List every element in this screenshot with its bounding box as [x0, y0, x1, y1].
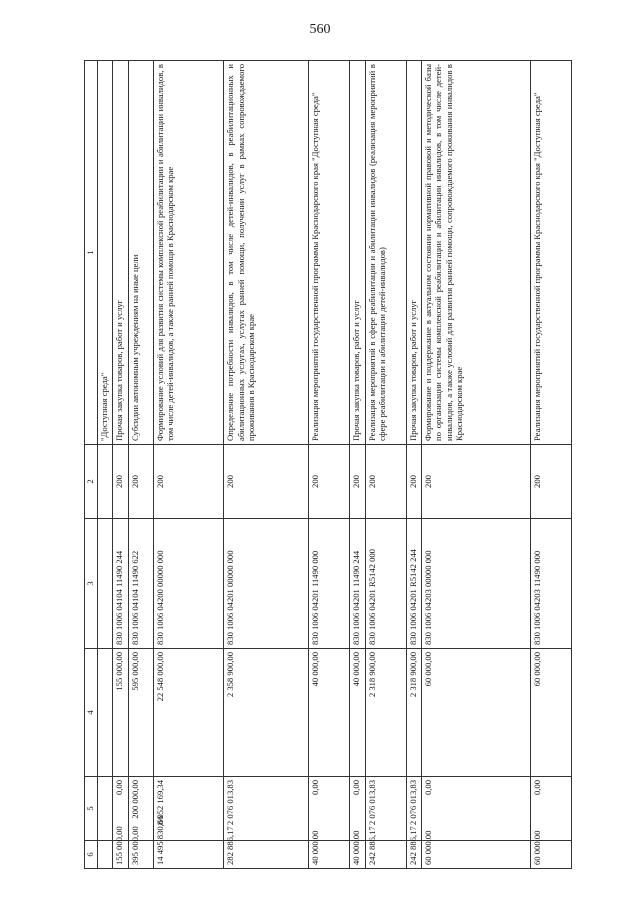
column-number-1: 1	[85, 61, 98, 445]
budget-code-cell: 830 1006 04201 R5142 000	[365, 519, 406, 649]
value-col4: 155 000,00	[113, 649, 128, 777]
value-col5: 0,00	[350, 777, 365, 841]
budget-code-cell: 830 1006 04203 00000 000	[421, 519, 530, 649]
value-col5: 200 000,00	[128, 777, 153, 841]
value-col4: 2 318 900,00	[365, 649, 406, 777]
admin-code-cell: 200	[153, 445, 223, 519]
table-row	[309, 61, 350, 869]
row-name-cell: Прочая закупка товаров, работ и услуг	[113, 61, 128, 445]
budget-code-cell: 830 1006 04104 11490 622	[128, 519, 153, 649]
value-col4: 2 318 900,00	[406, 649, 421, 777]
row-name-cell: Определение потребности инвалидов, в том числе детей-инвалидов, в реабилитационных и абилитационных услугах, услугах ранней помощи, получении услуг в рамках сопровождаемого проживания в Краснодарском крае	[224, 61, 309, 445]
table-row	[421, 61, 530, 869]
value-col6	[98, 841, 113, 869]
value-col6: 60 000,00	[421, 841, 530, 869]
value-col5: 2 076 013,83	[406, 777, 421, 841]
column-number-6: 6	[85, 841, 98, 869]
budget-code-cell: 830 1006 04104 11490 244	[113, 519, 128, 649]
value-col4	[98, 649, 113, 777]
table-row	[113, 61, 128, 869]
table-row	[406, 61, 421, 869]
admin-code-cell: 200	[350, 445, 365, 519]
budget-code-cell: 830 1006 04200 00000 000	[153, 519, 223, 649]
table-row	[153, 61, 223, 869]
row-name-cell: Прочая закупка товаров, работ и услуг	[406, 61, 421, 445]
table-row	[128, 61, 153, 869]
column-number-3: 3	[85, 519, 98, 649]
row-name-cell: Субсидии автономным учреждениям на иные цели	[128, 61, 153, 445]
budget-code-cell: 830 1006 04201 11490 244	[350, 519, 365, 649]
value-col5: 2 076 013,83	[224, 777, 309, 841]
budget-code-cell: 830 1006 04201 11490 000	[309, 519, 350, 649]
value-col6: 395 000,00	[128, 841, 153, 869]
budget-code-cell: 830 1006 04201 R5142 244	[406, 519, 421, 649]
value-col5: 8 052 169,34	[153, 777, 223, 841]
value-col4: 60 000,00	[530, 649, 571, 777]
value-col5: 0,00	[530, 777, 571, 841]
value-col6: 40 000,00	[309, 841, 350, 869]
value-col4: 22 548 000,00	[153, 649, 223, 777]
value-col5	[98, 777, 113, 841]
table-row	[98, 61, 113, 869]
row-name-cell: Формирование и поддержание в актуальном состоянии нормативной правовой и методической базы по организации системы комплексной реабилитации и абилитации инвалидов, в том числе детей-инвалидов, а также условий для развития ранней помощи, сопровождаемого проживания инвалидов в Краснодарском крае	[421, 61, 530, 445]
admin-code-cell: 200	[309, 445, 350, 519]
admin-code-cell: 200	[421, 445, 530, 519]
column-number-2: 2	[85, 445, 98, 519]
page-number: 560	[309, 22, 331, 37]
column-number-header	[85, 61, 98, 869]
column-number-5: 5	[85, 777, 98, 841]
admin-code-cell: 200	[530, 445, 571, 519]
value-col6: 242 886,17	[365, 841, 406, 869]
admin-code-cell: 200	[128, 445, 153, 519]
budget-code-cell	[98, 519, 113, 649]
value-col5: 0,00	[309, 777, 350, 841]
value-col6: 155 000,00	[113, 841, 128, 869]
budget-table	[84, 60, 572, 869]
value-col6: 60 000,00	[530, 841, 571, 869]
value-col6: 14 495 830,66	[153, 841, 223, 869]
value-col4: 60 000,00	[421, 649, 530, 777]
admin-code-cell	[98, 445, 113, 519]
row-name-cell: Реализация мероприятий государственной программы Краснодарского края "Доступная среда"	[530, 61, 571, 445]
value-col5: 2 076 013,83	[365, 777, 406, 841]
value-col5: 0,00	[113, 777, 128, 841]
row-name-cell: Прочая закупка товаров, работ и услуг	[350, 61, 365, 445]
budget-code-cell: 830 1006 04203 11490 000	[530, 519, 571, 649]
table-row	[350, 61, 365, 869]
column-number-4: 4	[85, 649, 98, 777]
table-row	[530, 61, 571, 869]
admin-code-cell: 200	[365, 445, 406, 519]
admin-code-cell: 200	[224, 445, 309, 519]
value-col6: 242 886,17	[406, 841, 421, 869]
value-col4: 40 000,00	[350, 649, 365, 777]
rotated-table-container	[84, 61, 572, 869]
admin-code-cell: 200	[406, 445, 421, 519]
value-col4: 2 358 900,00	[224, 649, 309, 777]
value-col4: 595 000,00	[128, 649, 153, 777]
table-row	[365, 61, 406, 869]
value-col6: 40 000,00	[350, 841, 365, 869]
row-name-cell: "Доступная среда"	[98, 61, 113, 445]
table-row	[224, 61, 309, 869]
value-col6: 282 886,17	[224, 841, 309, 869]
row-name-cell: Реализация мероприятий в сфере реабилитации и абилитации инвалидов (реализация мероприятий в сфере реабилитации и абилитации детей-инвалидов)	[365, 61, 406, 445]
admin-code-cell: 200	[113, 445, 128, 519]
row-name-cell: Реализация мероприятий государственной программы Краснодарского края "Доступная среда"	[309, 61, 350, 445]
value-col5: 0,00	[421, 777, 530, 841]
row-name-cell: Формирование условий для развития системы комплексной реабилитации и абилитации инвалидов, в том числе детей-инвалидов, а также ранней помощи в Краснодарском крае	[153, 61, 223, 445]
value-col4: 40 000,00	[309, 649, 350, 777]
budget-code-cell: 830 1006 04201 00000 000	[224, 519, 309, 649]
